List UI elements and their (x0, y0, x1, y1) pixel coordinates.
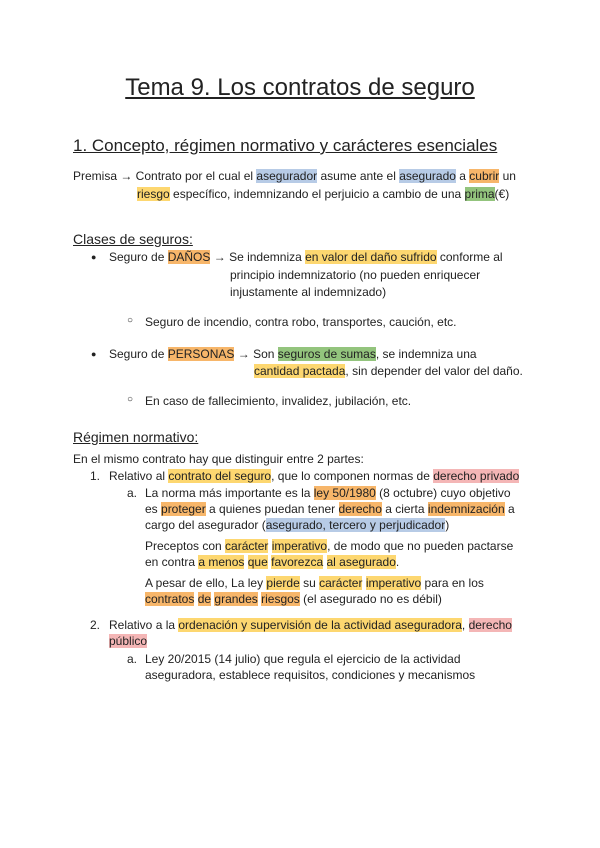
text-run: asume ante el (317, 169, 400, 183)
text-run: , (461, 618, 469, 632)
item-1-b-line-2 (145, 553, 399, 571)
item-2-a-label: a. (127, 652, 138, 666)
highlighted-text: prima (464, 187, 495, 201)
text-run: su (299, 576, 320, 590)
bullet-icon: ● (91, 252, 97, 262)
text-run (323, 555, 326, 569)
text-run: La norma más importante es la (145, 486, 314, 500)
highlighted-text: al asegurado (326, 555, 396, 569)
personas-line-1 (109, 345, 477, 363)
text-run: , de modo que no pueden pactarse (327, 539, 514, 553)
highlighted-text: de (197, 592, 212, 606)
danos-line-1 (109, 248, 503, 266)
item-1-c-line-2 (145, 590, 442, 608)
highlighted-text: grandes (214, 592, 258, 606)
text-run: para en los (421, 576, 484, 590)
text-run: ) (445, 518, 450, 532)
item-2-a-line-1: Ley 20/2015 (14 julio) que regula el ejercicio de la actividad (145, 652, 461, 666)
highlighted-text: asegurado, tercero y perjudicador (265, 518, 446, 532)
highlighted-text: derecho (338, 502, 382, 516)
text-run: Seguro de (109, 347, 168, 361)
circle-bullet-icon: ○ (127, 315, 134, 326)
highlighted-text: favorezca (271, 555, 324, 569)
premisa-line-2 (137, 185, 509, 203)
highlighted-text: derecho (468, 618, 512, 632)
highlighted-text: ordenación y supervisión de la actividad aseguradora (178, 618, 462, 632)
text-run: . (395, 555, 400, 569)
highlighted-text: ley 50/1980 (313, 486, 376, 500)
highlighted-text: en valor del daño sufrido (305, 250, 437, 264)
page-title: Tema 9. Los contratos de seguro (125, 74, 475, 101)
text-run: → Se indemniza (210, 250, 306, 264)
item-1-a-label: a. (127, 486, 138, 500)
danos-line-3: injustamente al indemnizado) (230, 285, 387, 299)
highlighted-text: público (109, 634, 148, 648)
item-2-number: 2. (90, 618, 101, 632)
circle-bullet-icon: ○ (127, 394, 134, 405)
text-run: cargo del asegurador ( (145, 518, 266, 532)
bullet-icon: ● (91, 349, 97, 359)
highlighted-text: riesgos (261, 592, 300, 606)
personas-line-2 (254, 362, 523, 380)
text-run: a (455, 169, 470, 183)
highlighted-text: carácter (319, 576, 363, 590)
section-heading: 1. Concepto, régimen normativo y carácteres esenciales (73, 136, 498, 155)
danos-line-2: principio indemnizatorio (no pueden enriquecer (230, 268, 481, 282)
item-2-a-line-2: aseguradora, establece requisitos, condiciones y mecanismos (145, 668, 476, 682)
text-run: (€) (494, 187, 510, 201)
highlighted-text: asegurador (256, 169, 318, 183)
highlighted-text: contrato del seguro (168, 469, 272, 483)
text-run: A pesar de ello, La ley (145, 576, 267, 590)
premisa-line-1 (73, 167, 516, 185)
item-1-line (109, 467, 519, 485)
text-run: Preceptos con (145, 539, 226, 553)
item-2-line-2 (109, 632, 147, 650)
highlighted-text: imperativo (365, 576, 422, 590)
item-2-line-1 (109, 616, 512, 634)
text-run: conforme al (436, 250, 503, 264)
highlighted-text: asegurado (399, 169, 456, 183)
highlighted-text: indemnización (427, 502, 505, 516)
highlighted-text: seguros de sumas (277, 347, 376, 361)
item-1-a-line-3 (145, 516, 449, 534)
text-run: Premisa → Contrato por el cual el (73, 169, 257, 183)
highlighted-text: cubrir (469, 169, 500, 183)
highlighted-text: riesgo (137, 187, 170, 201)
highlighted-text: derecho privado (433, 469, 520, 483)
text-run: es (145, 502, 162, 516)
highlighted-text: DAÑOS (167, 250, 211, 264)
text-run: a cierta (381, 502, 428, 516)
text-run: Relativo al (109, 469, 169, 483)
highlighted-text: que (247, 555, 268, 569)
highlighted-text: carácter (225, 539, 269, 553)
highlighted-text: imperativo (271, 539, 328, 553)
highlighted-text: PERSONAS (167, 347, 235, 361)
text-run: a (504, 502, 515, 516)
text-run: a quienes puedan tener (205, 502, 339, 516)
clases-heading: Clases de seguros: (73, 231, 193, 247)
text-run: específico, indemnizando el perjuicio a cambio de una (169, 187, 465, 201)
text-run: , se indemniza una (375, 347, 477, 361)
text-run: Seguro de (109, 250, 168, 264)
text-run: un (499, 169, 516, 183)
highlighted-text: proteger (161, 502, 206, 516)
text-run: en contra (145, 555, 199, 569)
item-1-number: 1. (90, 469, 101, 483)
text-run: (8 octubre) cuyo objetivo (375, 486, 511, 500)
text-run: , sin depender del valor del daño. (345, 364, 523, 378)
text-run: , que lo componen normas de (271, 469, 434, 483)
danos-sub: Seguro de incendio, contra robo, transportes, caución, etc. (145, 315, 457, 329)
regimen-heading: Régimen normativo: (73, 429, 199, 445)
highlighted-text: a menos (198, 555, 245, 569)
highlighted-text: pierde (266, 576, 300, 590)
text-run: → Son (234, 347, 278, 361)
text-run: Relativo a la (109, 618, 179, 632)
regimen-intro: En el mismo contrato hay que distinguir entre 2 partes: (73, 452, 364, 466)
highlighted-text: contratos (145, 592, 195, 606)
highlighted-text: cantidad pactada (254, 364, 346, 378)
text-run: (el asegurado no es débil) (299, 592, 442, 606)
personas-sub: En caso de fallecimiento, invalidez, jubilación, etc. (145, 394, 412, 408)
